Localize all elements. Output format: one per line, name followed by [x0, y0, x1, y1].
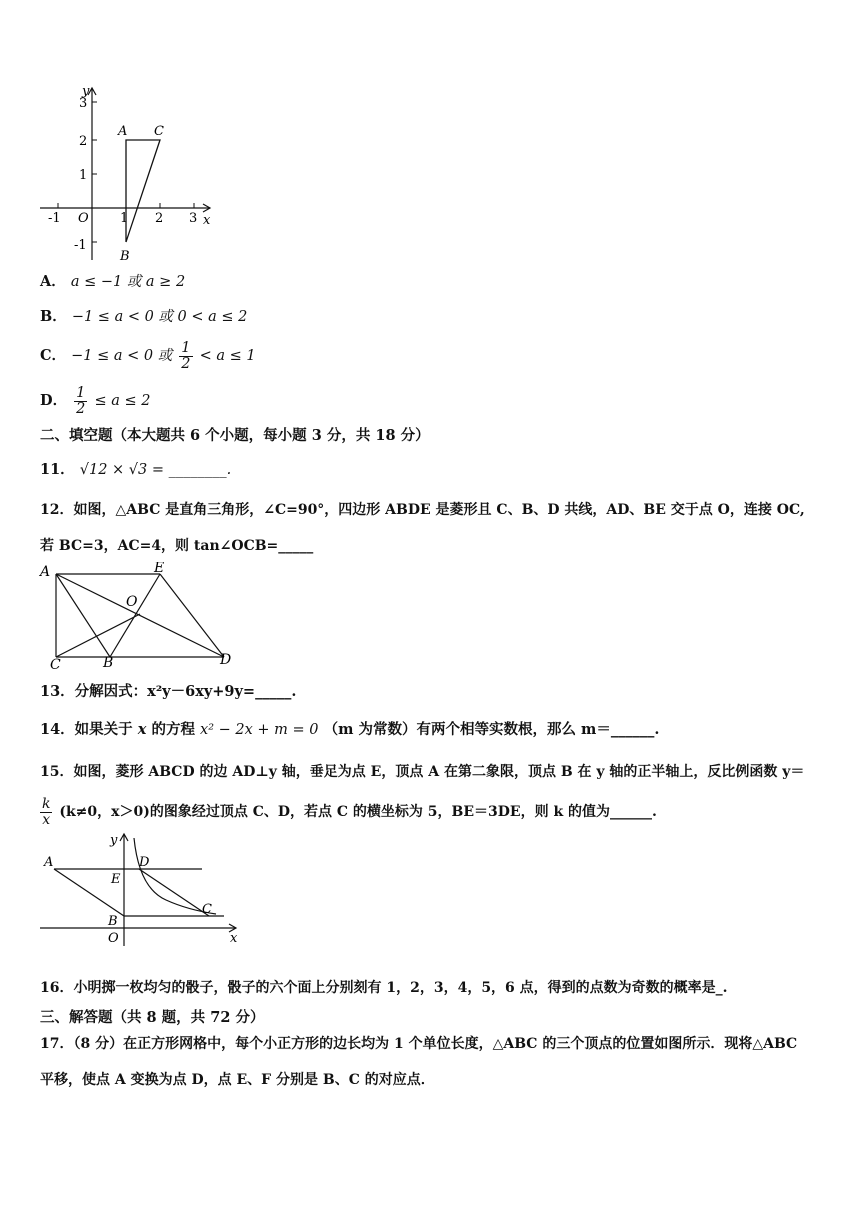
- option-a-label: A．: [40, 273, 66, 290]
- option-a[interactable]: [40, 272, 185, 292]
- question-14: [40, 720, 659, 740]
- question-15-text: (k≠0，x＞0)的图象经过顶点 C、D，若点 C 的横坐标为 5，BE＝3DE，则 k 的值为______.: [59, 804, 657, 820]
- figure-rhombus-abde: [38, 562, 238, 672]
- x-tick-3: 3: [189, 211, 198, 226]
- point-a-label: A: [44, 855, 54, 870]
- question-13: 13．分解因式：x²y－6xy+9y=_____.: [40, 683, 297, 700]
- x-axis-label: x: [230, 931, 238, 946]
- point-c-label: C: [50, 657, 61, 672]
- point-a-label: A: [40, 564, 51, 580]
- question-11: [40, 460, 231, 480]
- option-d-label: D．: [40, 392, 68, 409]
- point-d-label: D: [220, 652, 232, 668]
- option-d-frac-num: 1: [76, 384, 86, 401]
- point-b-label: B: [103, 655, 114, 671]
- origin-label: O: [78, 211, 89, 226]
- option-b[interactable]: [40, 307, 247, 327]
- option-a-text: a ≤ −1 或 a ≥ 2: [70, 274, 186, 290]
- point-d-label: D: [139, 855, 150, 870]
- point-c-label: C: [154, 124, 164, 139]
- section-2-heading: 二、填空题（本大题共 6 个小题，每小题 3 分，共 18 分）: [40, 427, 430, 444]
- point-a-label: A: [118, 124, 128, 139]
- point-e-label: E: [111, 872, 121, 887]
- option-c[interactable]: [40, 338, 256, 374]
- option-c-frac-num: 1: [181, 339, 191, 356]
- option-d-right: ≤ a ≤ 2: [94, 393, 151, 409]
- y-tick-neg1: -1: [74, 238, 87, 253]
- x-tick-1: 1: [120, 211, 129, 226]
- question-11-number: 11．: [40, 461, 75, 478]
- question-14-equation: x² − 2x + m = 0: [200, 722, 319, 738]
- question-15-line1: 15．如图，菱形 ABCD 的边 AD⊥y 轴，垂足为点 E，顶点 A 在第二象限，顶点 B 在 y 轴的正半轴上，反比例函数 y＝: [40, 764, 805, 780]
- option-c-left: −1 ≤ a < 0 或: [71, 348, 173, 364]
- y-axis-label: y: [82, 84, 90, 99]
- question-15-line2: [40, 794, 657, 830]
- question-15-fraction: [40, 797, 52, 828]
- point-b-label: B: [108, 914, 118, 929]
- question-15-frac-den: x: [42, 811, 51, 828]
- option-b-label: B．: [40, 308, 67, 325]
- y-axis-label: y: [110, 833, 118, 848]
- point-b-label: B: [120, 249, 130, 264]
- figure-rhombus-curve: [38, 828, 248, 950]
- question-12-line1: 12．如图，△ABC 是直角三角形，∠C=90°，四边形 ABDE 是菱形且 C、B、D 共线，AD、BE 交于点 O，连接 OC,: [40, 502, 805, 518]
- question-14-var: x: [137, 721, 147, 738]
- y-tick-2: 2: [79, 134, 88, 149]
- option-b-text: −1 ≤ a < 0 或 0 < a ≤ 2: [71, 309, 248, 325]
- x-tick-2: 2: [155, 211, 164, 226]
- option-c-fraction: [179, 341, 192, 372]
- point-e-label: E: [154, 562, 165, 576]
- question-15-frac-num: k: [42, 795, 51, 812]
- question-14-mid: 的方程: [151, 721, 195, 738]
- option-c-label: C．: [40, 347, 67, 364]
- question-14-prefix: 14．如果关于: [40, 721, 133, 738]
- option-c-right: < a ≤ 1: [199, 348, 256, 364]
- question-17-line2: 平移，使点 A 变换为点 D，点 E、F 分别是 B、C 的对应点．: [40, 1072, 435, 1088]
- x-axis-label: x: [203, 213, 211, 228]
- origin-label: O: [108, 931, 119, 946]
- question-17-line1: 17．（8 分）在正方形网格中，每个小正方形的边长均为 1 个单位长度，△ABC 的三个顶点的位置如图所示．现将△ABC: [40, 1036, 798, 1052]
- question-11-expression: √12 × √3 = ________.: [79, 462, 232, 478]
- y-tick-3: 3: [79, 96, 88, 111]
- question-14-suffix: （m 为常数）有两个相等实数根，那么 m＝______.: [323, 721, 660, 738]
- question-16: 16．小明掷一枚均匀的骰子，骰子的六个面上分别刻有 1，2，3，4，5，6 点，得到的点数为奇数的概率是_.: [40, 980, 728, 996]
- y-tick-1: 1: [79, 168, 88, 183]
- option-d-fraction: [74, 386, 87, 417]
- point-o-label: O: [126, 594, 138, 610]
- figure-coordinate-triangle: [38, 82, 218, 264]
- x-tick-neg1: -1: [48, 211, 61, 226]
- option-c-frac-den: 2: [181, 355, 191, 372]
- section-3-heading: 三、解答题（共 8 题，共 72 分）: [40, 1009, 265, 1026]
- option-d-frac-den: 2: [76, 400, 86, 417]
- point-c-label: C: [202, 902, 212, 917]
- question-12-line2: 若 BC=3，AC=4，则 tan∠OCB=_____: [40, 538, 314, 554]
- triangle-abc: [126, 140, 160, 242]
- option-d[interactable]: [40, 383, 150, 419]
